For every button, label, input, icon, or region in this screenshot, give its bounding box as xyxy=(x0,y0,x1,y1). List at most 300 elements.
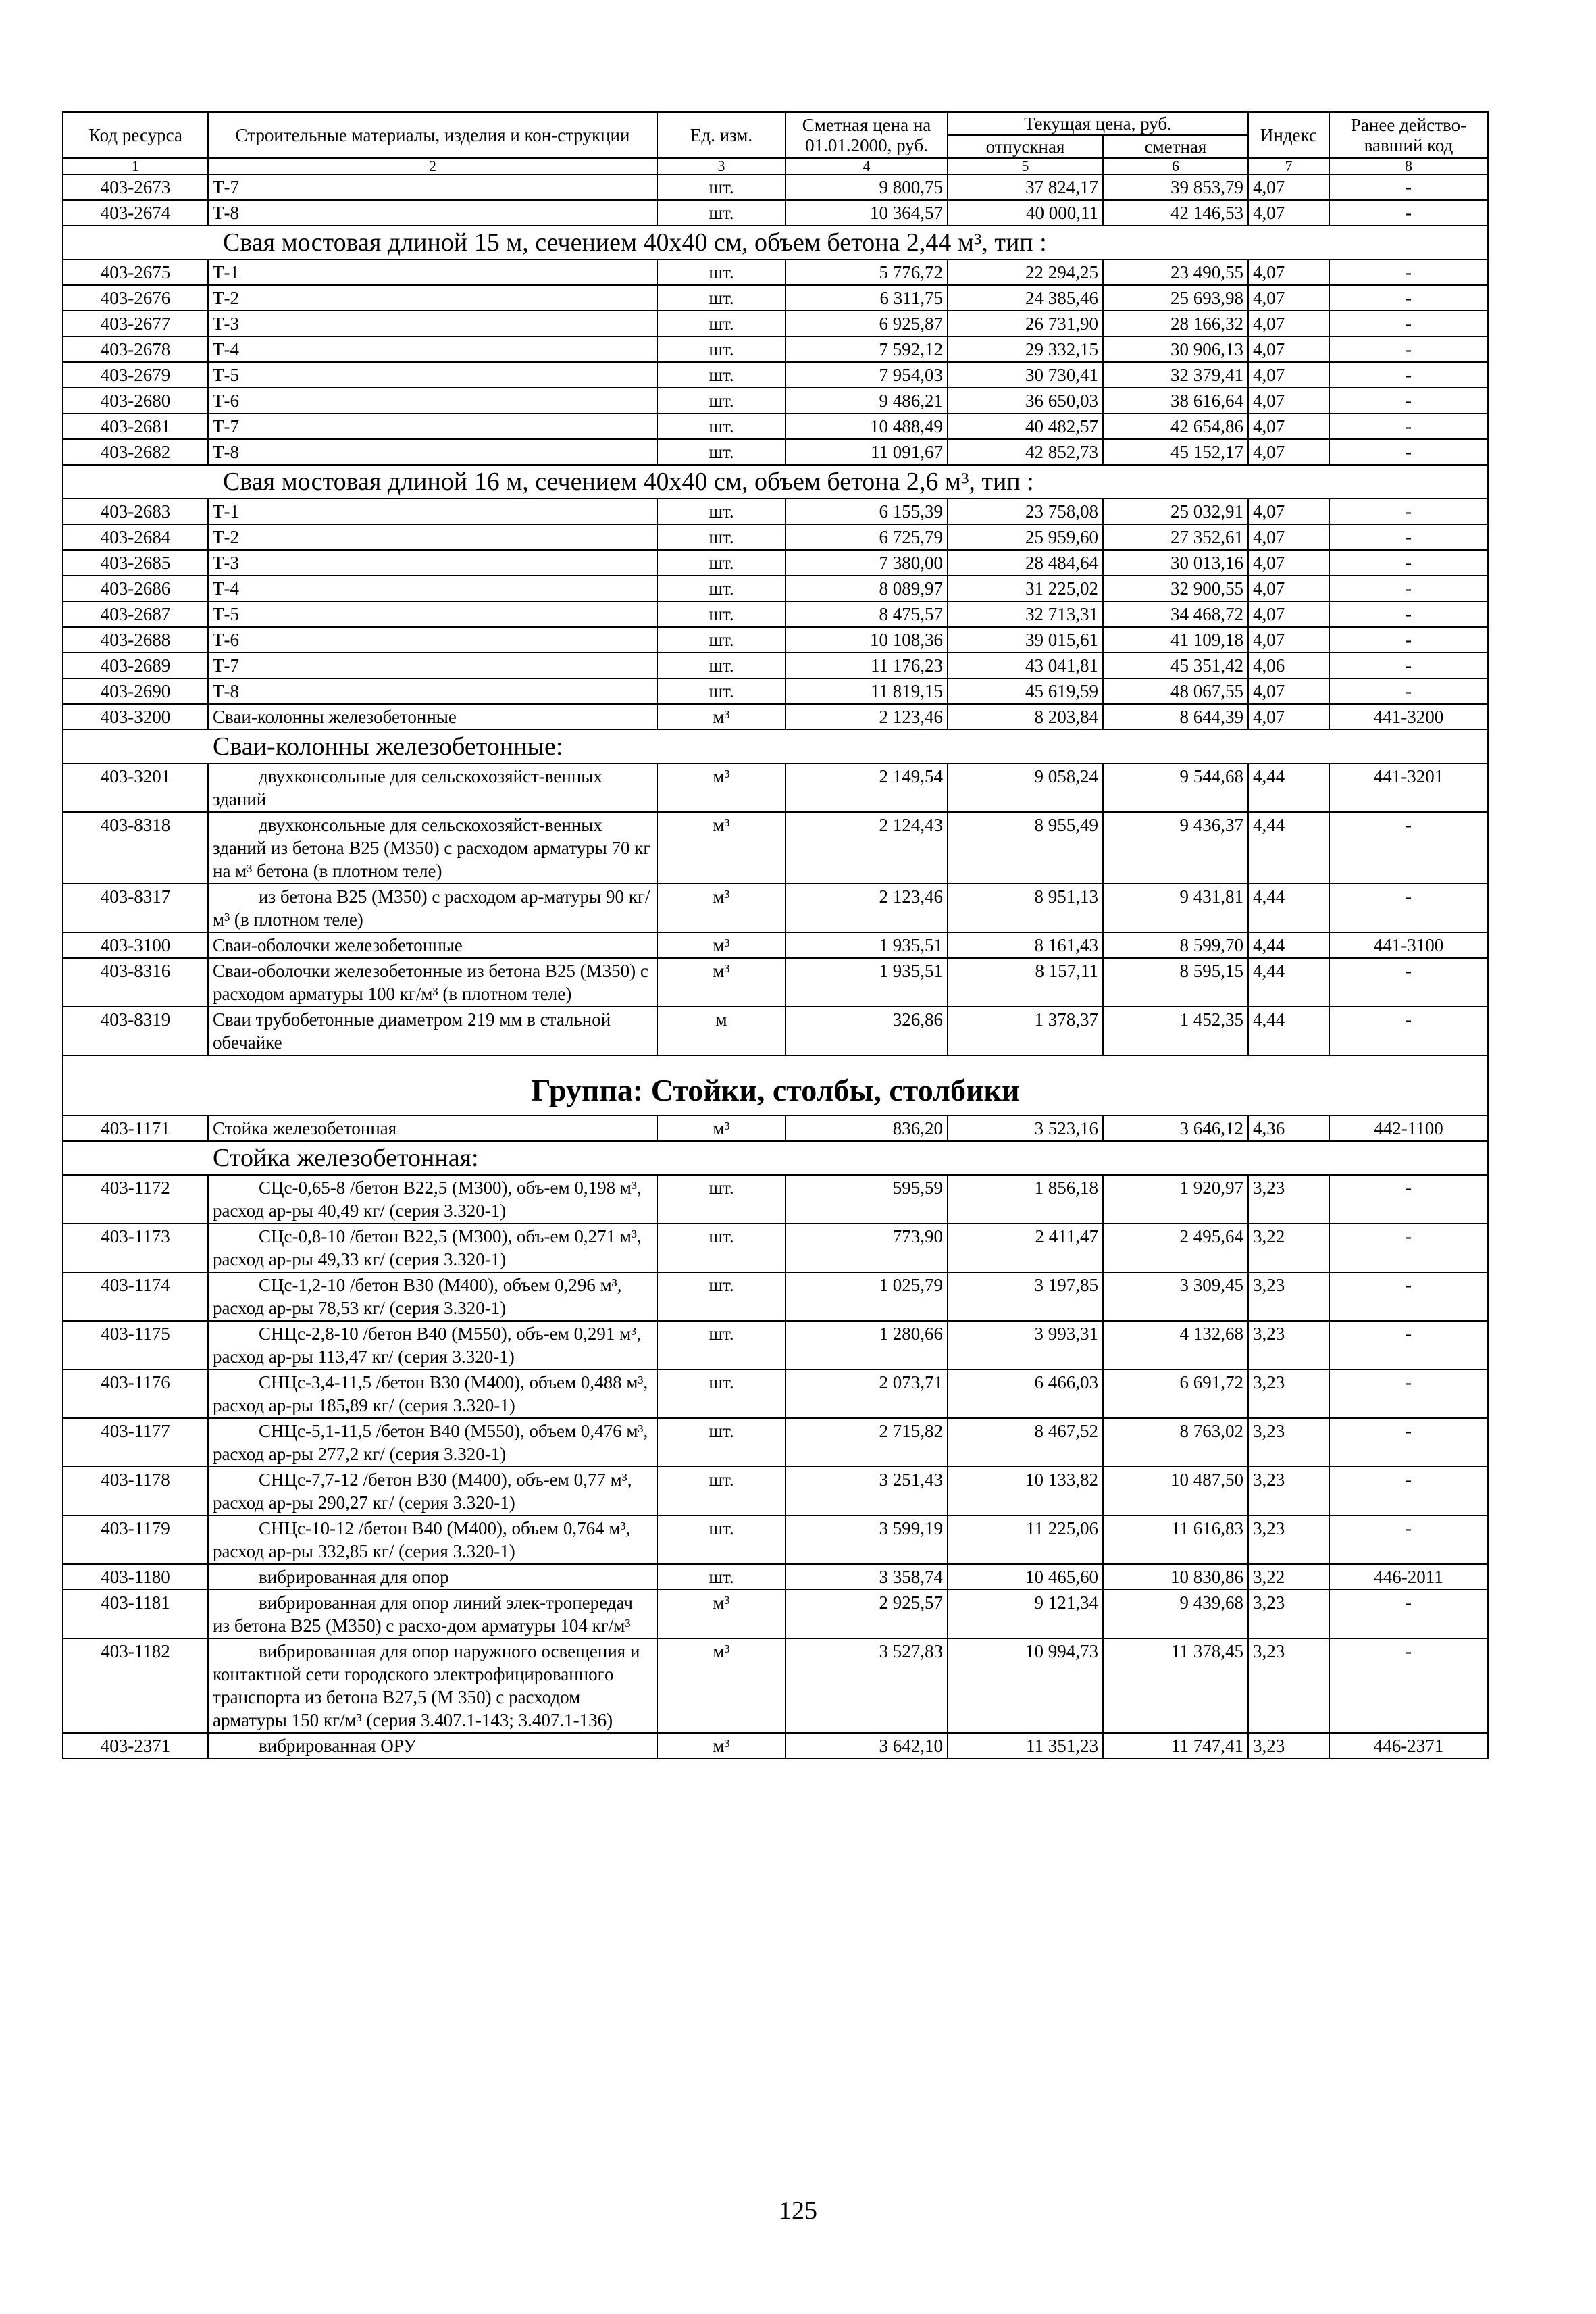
indent-spacer xyxy=(213,766,259,786)
table-row xyxy=(63,627,1488,653)
previous-code: 441-3201 xyxy=(1329,763,1488,812)
column-number: 3 xyxy=(657,158,786,174)
release-price: 25 959,60 xyxy=(948,524,1103,550)
price-index: 3,23 xyxy=(1248,1418,1329,1467)
unit: м³ xyxy=(657,812,786,884)
release-price: 24 385,46 xyxy=(948,285,1103,311)
unit: шт. xyxy=(657,259,786,285)
base-price: 6 155,39 xyxy=(786,499,948,524)
price-index: 4,07 xyxy=(1248,601,1329,627)
section-heading-cell xyxy=(63,730,1488,763)
resource-code: 403-1171 xyxy=(63,1115,208,1141)
estimate-price: 4 132,68 xyxy=(1103,1321,1248,1369)
release-price: 6 466,03 xyxy=(948,1369,1103,1418)
price-index: 4,07 xyxy=(1248,259,1329,285)
base-price: 11 819,15 xyxy=(786,678,948,704)
table-row xyxy=(63,576,1488,601)
material-name xyxy=(208,1224,657,1272)
previous-code: - xyxy=(1329,285,1488,311)
price-table xyxy=(62,111,1489,1759)
indent-spacer xyxy=(213,1567,259,1587)
material-name-text: СЦс-1,2-10 /бетон В30 (М400), объем 0,296 м³, расход ар-ры 78,53 кг/ (серия 3.320-1) xyxy=(213,1275,622,1318)
base-price: 3 527,83 xyxy=(786,1638,948,1733)
table-row xyxy=(63,601,1488,627)
column-number: 4 xyxy=(786,158,948,174)
unit: шт. xyxy=(657,678,786,704)
section-heading: Свая мостовая длиной 15 м, сечением 40х40 см, объем бетона 2,44 м³, тип : xyxy=(223,228,1047,257)
material-name: Т-6 xyxy=(208,627,657,653)
table-row xyxy=(63,439,1488,465)
estimate-price: 1 920,97 xyxy=(1103,1175,1248,1224)
indent-spacer xyxy=(213,1275,259,1295)
estimate-price: 2 495,64 xyxy=(1103,1224,1248,1272)
material-name: Сваи-оболочки железобетонные xyxy=(208,932,657,958)
estimate-price: 8 595,15 xyxy=(1103,958,1248,1007)
material-name xyxy=(208,763,657,812)
group-heading-row xyxy=(63,1055,1488,1115)
table-row xyxy=(63,678,1488,704)
material-name-text: СНЦс-2,8-10 /бетон В40 (М550), объ-ем 0,291 м³, расход ар-ры 113,47 кг/ (серия 3.320-1) xyxy=(213,1324,641,1367)
base-price: 9 800,75 xyxy=(786,174,948,200)
material-name xyxy=(208,1564,657,1590)
resource-code: 403-2679 xyxy=(63,362,208,388)
material-name: Т-8 xyxy=(208,678,657,704)
estimate-price: 6 691,72 xyxy=(1103,1369,1248,1418)
price-index: 4,07 xyxy=(1248,550,1329,576)
previous-code: 446-2371 xyxy=(1329,1733,1488,1759)
section-heading: Сваи-колонны железобетонные: xyxy=(213,732,563,761)
previous-code: - xyxy=(1329,601,1488,627)
material-name xyxy=(208,1418,657,1467)
section-heading: Стойка железобетонная: xyxy=(213,1144,479,1172)
base-price: 7 592,12 xyxy=(786,336,948,362)
estimate-price: 25 693,98 xyxy=(1103,285,1248,311)
table-row xyxy=(63,704,1488,730)
unit: шт. xyxy=(657,550,786,576)
table-row xyxy=(63,311,1488,336)
unit: шт. xyxy=(657,200,786,226)
material-name-text: двухконсольные для сельскохозяйст-венных зданий xyxy=(213,766,602,809)
base-price: 6 725,79 xyxy=(786,524,948,550)
material-name xyxy=(208,884,657,932)
unit: м³ xyxy=(657,763,786,812)
material-name: Т-3 xyxy=(208,550,657,576)
resource-code: 403-2677 xyxy=(63,311,208,336)
table-row xyxy=(63,1224,1488,1272)
table-row xyxy=(63,362,1488,388)
base-price: 8 089,97 xyxy=(786,576,948,601)
price-index: 4,44 xyxy=(1248,884,1329,932)
estimate-price: 11 747,41 xyxy=(1103,1733,1248,1759)
resource-code: 403-2688 xyxy=(63,627,208,653)
base-price: 595,59 xyxy=(786,1175,948,1224)
base-price: 773,90 xyxy=(786,1224,948,1272)
release-price: 40 000,11 xyxy=(948,200,1103,226)
release-price: 43 041,81 xyxy=(948,653,1103,678)
price-index: 3,23 xyxy=(1248,1272,1329,1321)
resource-code: 403-2684 xyxy=(63,524,208,550)
table-row xyxy=(63,932,1488,958)
table-row xyxy=(63,524,1488,550)
resource-code: 403-2682 xyxy=(63,439,208,465)
price-index: 3,23 xyxy=(1248,1467,1329,1515)
resource-code: 403-2687 xyxy=(63,601,208,627)
previous-code: - xyxy=(1329,1321,1488,1369)
previous-code: - xyxy=(1329,1007,1488,1055)
estimate-price: 11 378,45 xyxy=(1103,1638,1248,1733)
indent-spacer xyxy=(213,1592,259,1613)
price-index: 4,07 xyxy=(1248,388,1329,413)
previous-code: 441-3100 xyxy=(1329,932,1488,958)
table-row xyxy=(63,1321,1488,1369)
material-name xyxy=(208,1590,657,1638)
table-row xyxy=(63,413,1488,439)
table-body xyxy=(63,174,1488,1759)
material-name: Сваи трубобетонные диаметром 219 мм в стальной обечайке xyxy=(208,1007,657,1055)
previous-code: - xyxy=(1329,1418,1488,1467)
material-name-text: вибрированная для опор наружного освещения и контактной сети городского электрофицированного транспорта из бетона В27,5 (М 350) с расходом арматуры 150 кг/м³ (серия 3.407.1-143; 3.407.1-136) xyxy=(213,1641,640,1730)
unit: м³ xyxy=(657,1590,786,1638)
estimate-price: 30 906,13 xyxy=(1103,336,1248,362)
price-index: 3,23 xyxy=(1248,1590,1329,1638)
table-row xyxy=(63,1369,1488,1418)
estimate-price: 9 544,68 xyxy=(1103,763,1248,812)
column-number: 2 xyxy=(208,158,657,174)
material-name-text: СНЦс-5,1-11,5 /бетон В40 (М550), объем 0,476 м³, расход ар-ры 277,2 кг/ (серия 3.320-1) xyxy=(213,1421,648,1464)
material-name-text: СНЦс-10-12 /бетон В40 (М400), объем 0,764 м³, расход ар-ры 332,85 кг/ (серия 3.320-1) xyxy=(213,1518,631,1561)
table-row xyxy=(63,1733,1488,1759)
previous-code: 442-1100 xyxy=(1329,1115,1488,1141)
estimate-price: 9 436,37 xyxy=(1103,812,1248,884)
release-price: 40 482,57 xyxy=(948,413,1103,439)
unit: шт. xyxy=(657,627,786,653)
unit: шт. xyxy=(657,576,786,601)
unit: шт. xyxy=(657,311,786,336)
indent-spacer xyxy=(213,1736,259,1756)
section-heading-cell xyxy=(63,1141,1488,1175)
resource-code: 403-1174 xyxy=(63,1272,208,1321)
estimate-price: 34 468,72 xyxy=(1103,601,1248,627)
release-price: 1 856,18 xyxy=(948,1175,1103,1224)
unit: шт. xyxy=(657,1369,786,1418)
estimate-price: 8 644,39 xyxy=(1103,704,1248,730)
resource-code: 403-1181 xyxy=(63,1590,208,1638)
column-number: 1 xyxy=(63,158,208,174)
release-price: 8 467,52 xyxy=(948,1418,1103,1467)
release-price: 3 523,16 xyxy=(948,1115,1103,1141)
estimate-price: 9 439,68 xyxy=(1103,1590,1248,1638)
material-name: Т-3 xyxy=(208,311,657,336)
page-number: 125 xyxy=(779,2196,817,2225)
base-price: 8 475,57 xyxy=(786,601,948,627)
material-name xyxy=(208,1638,657,1733)
release-price: 23 758,08 xyxy=(948,499,1103,524)
indent-spacer xyxy=(213,1324,259,1344)
material-name: Т-5 xyxy=(208,362,657,388)
material-name-text: из бетона В25 (М350) с расходом ар-матуры 90 кг/м³ (в плотном теле) xyxy=(213,886,650,930)
release-price: 8 157,11 xyxy=(948,958,1103,1007)
price-index: 4,07 xyxy=(1248,678,1329,704)
release-price: 30 730,41 xyxy=(948,362,1103,388)
header-current-price: Текущая цена, руб. xyxy=(948,112,1248,135)
unit: м³ xyxy=(657,1638,786,1733)
material-name: Т-6 xyxy=(208,388,657,413)
table-row xyxy=(63,958,1488,1007)
base-price: 326,86 xyxy=(786,1007,948,1055)
price-index: 3,23 xyxy=(1248,1733,1329,1759)
estimate-price: 10 487,50 xyxy=(1103,1467,1248,1515)
estimate-price: 8 599,70 xyxy=(1103,932,1248,958)
previous-code: - xyxy=(1329,627,1488,653)
material-name: Т-7 xyxy=(208,653,657,678)
previous-code: - xyxy=(1329,1590,1488,1638)
material-name: Т-4 xyxy=(208,576,657,601)
previous-code: - xyxy=(1329,413,1488,439)
estimate-price: 23 490,55 xyxy=(1103,259,1248,285)
base-price: 3 642,10 xyxy=(786,1733,948,1759)
table-row xyxy=(63,174,1488,200)
release-price: 22 294,25 xyxy=(948,259,1103,285)
material-name xyxy=(208,1175,657,1224)
column-number: 8 xyxy=(1329,158,1488,174)
resource-code: 403-2690 xyxy=(63,678,208,704)
table-row xyxy=(63,200,1488,226)
previous-code: - xyxy=(1329,1272,1488,1321)
unit: шт. xyxy=(657,1175,786,1224)
base-price: 5 776,72 xyxy=(786,259,948,285)
base-price: 10 364,57 xyxy=(786,200,948,226)
unit: шт. xyxy=(657,336,786,362)
material-name-text: вибрированная для опор xyxy=(259,1567,449,1587)
resource-code: 403-2674 xyxy=(63,200,208,226)
material-name: Т-8 xyxy=(208,200,657,226)
table-row xyxy=(63,1515,1488,1564)
estimate-price: 11 616,83 xyxy=(1103,1515,1248,1564)
estimate-price: 38 616,64 xyxy=(1103,388,1248,413)
material-name-text: двухконсольные для сельскохозяйст-венных зданий из бетона В25 (М350) с расходом арматуры 70 кг на м³ бетона (в плотном теле) xyxy=(213,815,651,881)
base-price: 2 715,82 xyxy=(786,1418,948,1467)
previous-code: - xyxy=(1329,1175,1488,1224)
price-index: 3,23 xyxy=(1248,1175,1329,1224)
unit: шт. xyxy=(657,1467,786,1515)
previous-code: - xyxy=(1329,678,1488,704)
table-row xyxy=(63,1590,1488,1638)
section-heading-cell xyxy=(63,226,1488,259)
material-name: Т-2 xyxy=(208,524,657,550)
base-price: 1 280,66 xyxy=(786,1321,948,1369)
resource-code: 403-2685 xyxy=(63,550,208,576)
estimate-price: 39 853,79 xyxy=(1103,174,1248,200)
estimate-price: 30 013,16 xyxy=(1103,550,1248,576)
section-heading-row xyxy=(63,226,1488,259)
previous-code: - xyxy=(1329,499,1488,524)
group-heading: Группа: Стойки, столбы, столбики xyxy=(63,1055,1488,1115)
resource-code: 403-8316 xyxy=(63,958,208,1007)
column-number: 7 xyxy=(1248,158,1329,174)
unit: м³ xyxy=(657,884,786,932)
material-name xyxy=(208,1369,657,1418)
previous-code: - xyxy=(1329,653,1488,678)
resource-code: 403-2676 xyxy=(63,285,208,311)
material-name: Т-7 xyxy=(208,174,657,200)
base-price: 2 149,54 xyxy=(786,763,948,812)
table-row xyxy=(63,653,1488,678)
resource-code: 403-2689 xyxy=(63,653,208,678)
previous-code: - xyxy=(1329,884,1488,932)
material-name: Т-7 xyxy=(208,413,657,439)
release-price: 28 484,64 xyxy=(948,550,1103,576)
material-name: Сваи-оболочки железобетонные из бетона В25 (М350) с расходом арматуры 100 кг/м³ (в плотном теле) xyxy=(208,958,657,1007)
indent-spacer xyxy=(213,1421,259,1441)
estimate-price: 45 152,17 xyxy=(1103,439,1248,465)
table-row xyxy=(63,812,1488,884)
release-price: 8 203,84 xyxy=(948,704,1103,730)
unit: шт. xyxy=(657,1418,786,1467)
indent-spacer xyxy=(213,815,259,835)
resource-code: 403-2673 xyxy=(63,174,208,200)
release-price: 29 332,15 xyxy=(948,336,1103,362)
estimate-price: 32 379,41 xyxy=(1103,362,1248,388)
price-index: 4,44 xyxy=(1248,812,1329,884)
price-index: 4,44 xyxy=(1248,958,1329,1007)
estimate-price: 3 309,45 xyxy=(1103,1272,1248,1321)
table-row xyxy=(63,1272,1488,1321)
table-row xyxy=(63,1175,1488,1224)
price-index: 3,23 xyxy=(1248,1638,1329,1733)
previous-code: - xyxy=(1329,1224,1488,1272)
resource-code: 403-8318 xyxy=(63,812,208,884)
material-name: Т-4 xyxy=(208,336,657,362)
price-index: 4,07 xyxy=(1248,704,1329,730)
price-index: 4,07 xyxy=(1248,413,1329,439)
price-index: 4,07 xyxy=(1248,524,1329,550)
base-price: 7 954,03 xyxy=(786,362,948,388)
column-number: 6 xyxy=(1103,158,1248,174)
estimate-price: 48 067,55 xyxy=(1103,678,1248,704)
base-price: 2 123,46 xyxy=(786,884,948,932)
table-row xyxy=(63,1418,1488,1467)
unit: шт. xyxy=(657,285,786,311)
estimate-price: 3 646,12 xyxy=(1103,1115,1248,1141)
base-price: 7 380,00 xyxy=(786,550,948,576)
section-heading-cell xyxy=(63,465,1488,499)
unit: шт. xyxy=(657,1321,786,1369)
material-name xyxy=(208,1321,657,1369)
table-row xyxy=(63,259,1488,285)
base-price: 6 925,87 xyxy=(786,311,948,336)
base-price: 6 311,75 xyxy=(786,285,948,311)
resource-code: 403-2681 xyxy=(63,413,208,439)
previous-code: - xyxy=(1329,336,1488,362)
estimate-price: 42 146,53 xyxy=(1103,200,1248,226)
resource-code: 403-8319 xyxy=(63,1007,208,1055)
previous-code: - xyxy=(1329,812,1488,884)
material-name: Т-2 xyxy=(208,285,657,311)
estimate-price: 45 351,42 xyxy=(1103,653,1248,678)
price-index: 4,44 xyxy=(1248,763,1329,812)
previous-code: - xyxy=(1329,311,1488,336)
estimate-price: 28 166,32 xyxy=(1103,311,1248,336)
release-price: 32 713,31 xyxy=(948,601,1103,627)
resource-code: 403-1179 xyxy=(63,1515,208,1564)
material-name-text: вибрированная для опор линий элек-тропередач из бетона В25 (М350) с расхо-дом арматуры 104 кг/м³ xyxy=(213,1592,633,1636)
price-index: 4,07 xyxy=(1248,499,1329,524)
material-name-text: СНЦс-7,7-12 /бетон В30 (М400), объ-ем 0,77 м³, расход ар-ры 290,27 кг/ (серия 3.320-1) xyxy=(213,1469,632,1513)
resource-code: 403-3100 xyxy=(63,932,208,958)
previous-code: - xyxy=(1329,174,1488,200)
resource-code: 403-1173 xyxy=(63,1224,208,1272)
price-index: 3,22 xyxy=(1248,1224,1329,1272)
base-price: 1 025,79 xyxy=(786,1272,948,1321)
resource-code: 403-1176 xyxy=(63,1369,208,1418)
release-price: 39 015,61 xyxy=(948,627,1103,653)
unit: шт. xyxy=(657,439,786,465)
material-name-text: СЦс-0,65-8 /бетон В22,5 (М300), объ-ем 0,198 м³, расход ар-ры 40,49 кг/ (серия 3.320-1) xyxy=(213,1178,642,1221)
unit: шт. xyxy=(657,388,786,413)
release-price: 9 121,34 xyxy=(948,1590,1103,1638)
unit: шт. xyxy=(657,653,786,678)
estimate-price: 25 032,91 xyxy=(1103,499,1248,524)
previous-code: 446-2011 xyxy=(1329,1564,1488,1590)
material-name: Т-1 xyxy=(208,499,657,524)
table-row xyxy=(63,884,1488,932)
previous-code: - xyxy=(1329,1515,1488,1564)
resource-code: 403-8317 xyxy=(63,884,208,932)
price-index: 4,07 xyxy=(1248,285,1329,311)
release-price: 10 465,60 xyxy=(948,1564,1103,1590)
release-price: 9 058,24 xyxy=(948,763,1103,812)
base-price: 11 091,67 xyxy=(786,439,948,465)
base-price: 3 358,74 xyxy=(786,1564,948,1590)
indent-spacer xyxy=(213,1641,259,1661)
estimate-price: 1 452,35 xyxy=(1103,1007,1248,1055)
unit: м xyxy=(657,1007,786,1055)
release-price: 11 351,23 xyxy=(948,1733,1103,1759)
price-index: 4,07 xyxy=(1248,200,1329,226)
price-index: 4,07 xyxy=(1248,362,1329,388)
base-price: 10 488,49 xyxy=(786,413,948,439)
release-price: 3 197,85 xyxy=(948,1272,1103,1321)
header-code: Код ресурса xyxy=(63,112,208,158)
unit: шт. xyxy=(657,362,786,388)
material-name xyxy=(208,812,657,884)
indent-spacer xyxy=(213,1226,259,1247)
previous-code: - xyxy=(1329,362,1488,388)
previous-code: - xyxy=(1329,1638,1488,1733)
header-base-price: Сметная цена на 01.01.2000, руб. xyxy=(786,112,948,158)
base-price: 9 486,21 xyxy=(786,388,948,413)
table-row xyxy=(63,1638,1488,1733)
indent-spacer xyxy=(213,1469,259,1490)
material-name: Т-1 xyxy=(208,259,657,285)
table-row xyxy=(63,336,1488,362)
release-price: 10 133,82 xyxy=(948,1467,1103,1515)
header-unit: Ед. изм. xyxy=(657,112,786,158)
price-index: 3,23 xyxy=(1248,1515,1329,1564)
price-index: 4,36 xyxy=(1248,1115,1329,1141)
section-heading-row xyxy=(63,1141,1488,1175)
resource-code: 403-1178 xyxy=(63,1467,208,1515)
indent-spacer xyxy=(213,1372,259,1392)
release-price: 10 994,73 xyxy=(948,1638,1103,1733)
release-price: 2 411,47 xyxy=(948,1224,1103,1272)
material-name-text: СНЦс-3,4-11,5 /бетон В30 (М400), объем 0,488 м³, расход ар-ры 185,89 кг/ (серия 3.320-1) xyxy=(213,1372,648,1415)
base-price: 2 124,43 xyxy=(786,812,948,884)
resource-code: 403-2686 xyxy=(63,576,208,601)
resource-code: 403-1175 xyxy=(63,1321,208,1369)
table-row xyxy=(63,499,1488,524)
previous-code: - xyxy=(1329,200,1488,226)
